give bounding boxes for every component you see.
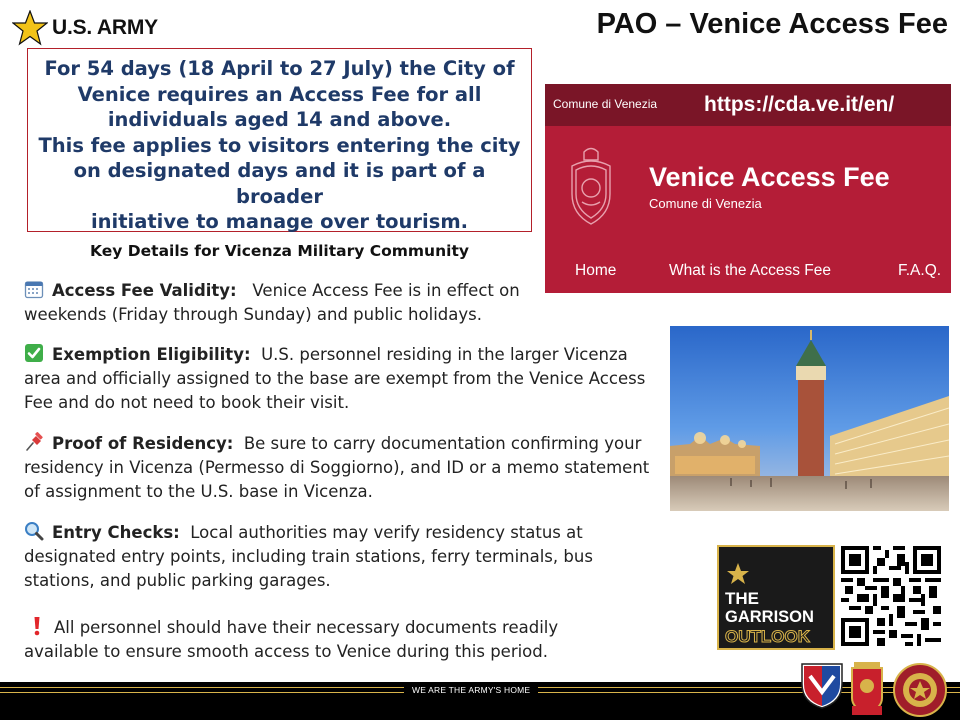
us-army-logo <box>12 10 158 46</box>
exclamation-icon <box>30 616 44 636</box>
pushpin-icon <box>24 432 44 452</box>
check-icon <box>24 343 44 363</box>
banner-title: Venice Access Fee <box>649 162 890 192</box>
detail-access-fee-validity <box>24 279 564 327</box>
garrison-outlook-logo <box>717 545 835 650</box>
detail-exemption-eligibility <box>24 343 654 415</box>
banner-nav-what-is-access-fee[interactable]: What is the Access Fee <box>669 262 831 279</box>
intro-text: For 54 days (18 April to 27 July) the City of Venice requires an Access Fee for all individuals aged 14 and above. This fee applies to visitors entering the city on designated days and it is part of a broader initiative to manage over tourism. <box>38 57 521 233</box>
imcom-shield-icon <box>800 662 844 710</box>
detail-label: Exemption Eligibility: <box>52 345 251 364</box>
magnifier-icon <box>24 521 44 541</box>
detail-proof-of-residency <box>24 432 659 504</box>
page-title: PAO – Venice Access Fee <box>596 8 948 40</box>
banner-subtitle: Comune di Venezia <box>649 196 762 211</box>
qr-code[interactable] <box>841 543 941 649</box>
army-star-icon <box>12 10 48 46</box>
calendar-icon <box>24 279 44 299</box>
intro-box <box>27 48 532 232</box>
detail-label: Proof of Residency: <box>52 434 234 453</box>
note-text: All personnel should have their necessary documents readily available to ensure smooth access to Venice during this period. <box>24 618 559 661</box>
detail-text: Be sure to carry documentation confirming your residency in Vicenza (Permesso di Soggiorno), and ID or a memo statement of assignment to the U.S. base in Vicenza. <box>24 434 650 501</box>
footer-slogan: WE ARE THE ARMY'S HOME <box>404 685 538 695</box>
access-fee-url[interactable]: https://cda.ve.it/en/ <box>704 93 895 116</box>
venice-access-fee-website-banner <box>545 84 951 293</box>
garrison-star-icon <box>726 562 750 586</box>
detail-label: Access Fee Validity: <box>52 281 237 300</box>
detail-entry-checks <box>24 521 644 593</box>
detail-note <box>24 616 624 664</box>
banner-nav-home[interactable]: Home <box>575 262 617 279</box>
venice-crest-icon <box>564 144 618 226</box>
garrison-line2: GARRISON <box>725 608 814 626</box>
installation-crest-icon <box>892 662 948 718</box>
detail-text: Venice Access Fee is in effect on weekends (Friday through Sunday) and public holidays. <box>24 281 520 324</box>
venice-piazza-san-marco-photo <box>670 326 949 511</box>
detail-label: Entry Checks: <box>52 523 180 542</box>
garrison-line1: THE <box>725 589 759 608</box>
usag-africa-insignia-icon <box>848 662 886 718</box>
detail-text: U.S. personnel residing in the larger Vicenza area and officially assigned to the base are exempt from the Venice Access Fee and do not need to book their visit. <box>24 345 646 412</box>
banner-comune-label: Comune di Venezia <box>553 97 658 111</box>
key-details-heading: Key Details for Vicenza Military Community <box>90 242 469 260</box>
garrison-line3: OUTLOOK <box>725 627 810 646</box>
banner-nav-faq[interactable]: F.A.Q. <box>898 262 942 279</box>
detail-text: Local authorities may verify residency status at designated entry points, including train stations, ferry terminals, bus stations, and public parking garages. <box>24 523 593 590</box>
logo-text: U.S. ARMY <box>52 16 158 39</box>
